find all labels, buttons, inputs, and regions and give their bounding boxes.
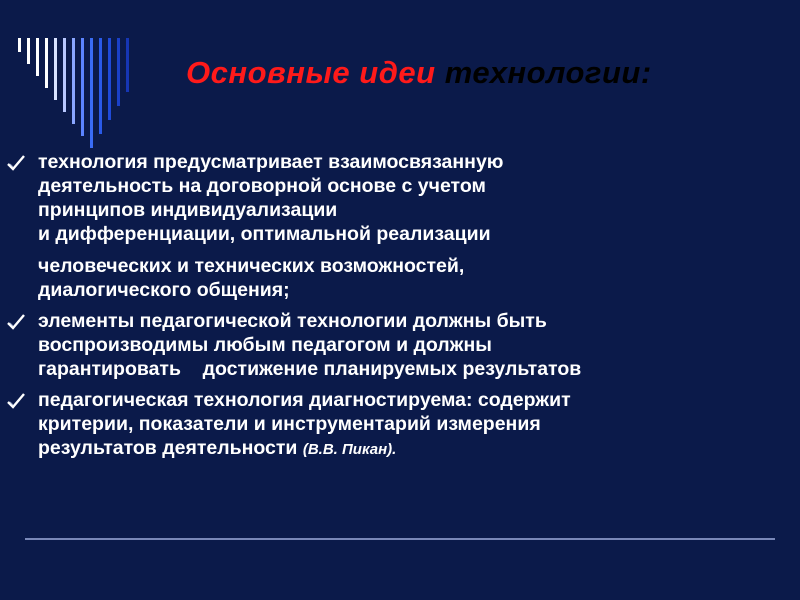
checkmark-icon xyxy=(6,153,26,173)
bullet-item-3 xyxy=(0,388,800,462)
bullet-line-last xyxy=(38,436,800,462)
bullet-line: элементы педагогической технологии должны быть xyxy=(38,310,547,332)
bullet-line: критерии, показатели и инструментарий измерения xyxy=(38,413,541,435)
bullet-line: принципов индивидуализации xyxy=(38,199,338,221)
bullet-item-2 xyxy=(0,309,800,381)
checkmark-icon xyxy=(6,391,26,411)
bullet-line: гарантировать достижение планируемых результатов xyxy=(38,358,582,380)
bullet-line: диалогического общения; xyxy=(38,279,290,301)
bullet-line: воспроизводимы любым педагогом и должны xyxy=(38,334,492,356)
decorative-stripes-icon xyxy=(18,38,138,158)
page-title xyxy=(186,55,652,91)
bullet-text: результатов деятельности xyxy=(38,437,298,459)
divider-line xyxy=(25,538,775,540)
bullet-line: деятельность на договорной основе с учетом xyxy=(38,175,486,197)
bullet-line: педагогическая технология диагностируема: содержит xyxy=(38,389,571,411)
title-part-red: Основные идеи xyxy=(186,55,436,90)
bullet-line: технология предусматривает взаимосвязанную xyxy=(38,151,504,173)
bullet-line: человеческих и технических возможностей, xyxy=(38,255,465,277)
title-part-black: технологии: xyxy=(444,55,652,90)
bullet-list xyxy=(0,150,800,469)
bullet-item-1 xyxy=(0,150,800,302)
bullet-line: и дифференциации, оптимальной реализации xyxy=(38,223,491,245)
citation: (В.В. Пикан). xyxy=(302,441,397,458)
checkmark-icon xyxy=(6,312,26,332)
